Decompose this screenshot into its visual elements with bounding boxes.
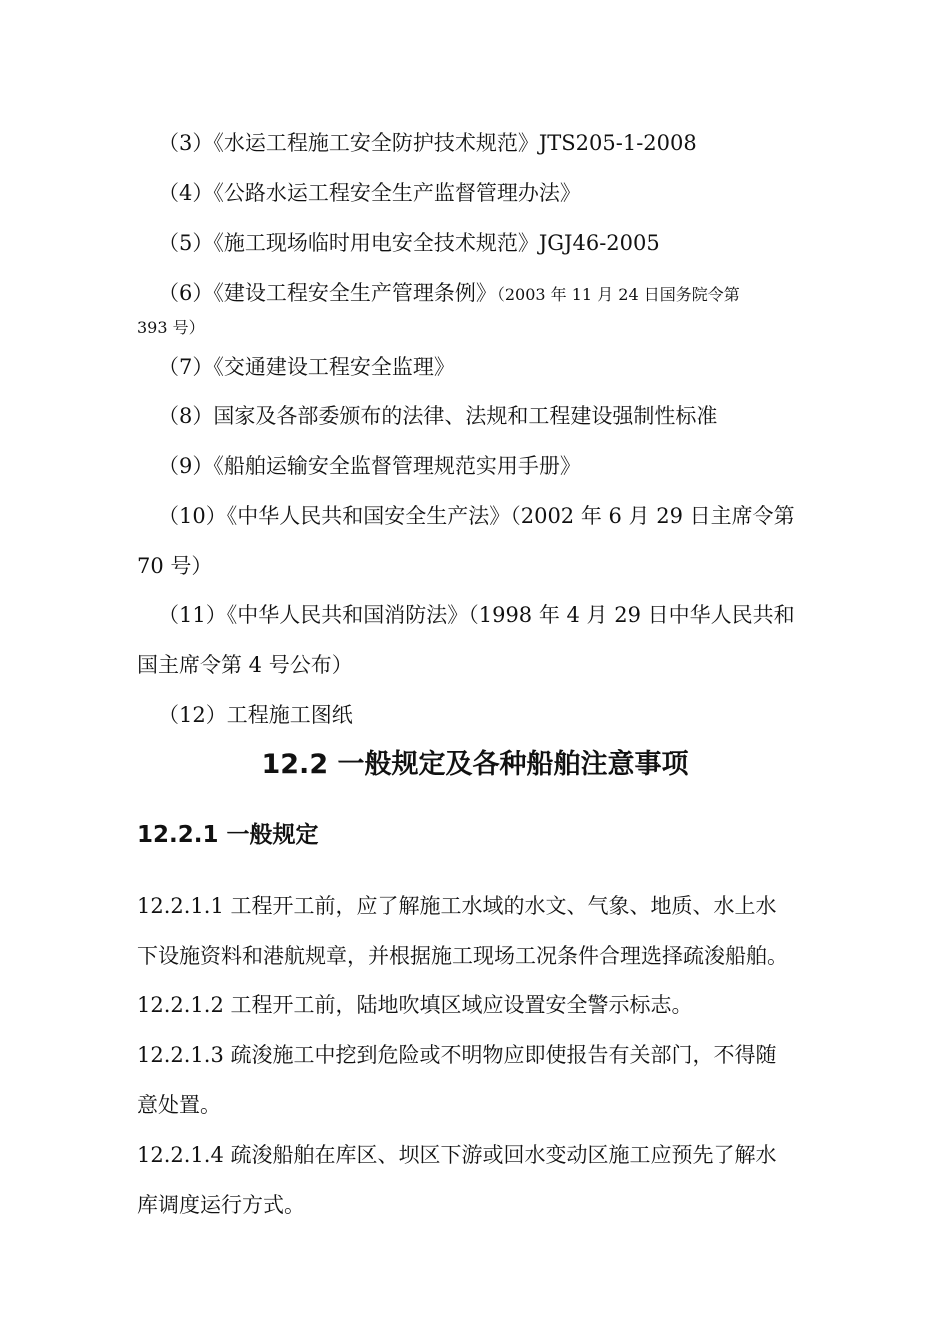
reference-item-continued: 70 号） xyxy=(137,554,213,578)
subsection-heading: 12.2.1 一般规定 xyxy=(137,822,319,848)
reference-item: （5）《施工现场临时用电安全技术规范》JGJ46-2005 xyxy=(158,231,660,255)
clause-text: 意处置。 xyxy=(137,1093,221,1117)
clause-text: 库调度运行方式。 xyxy=(137,1193,305,1217)
reference-title: （6）《建设工程安全生产管理条例》 xyxy=(158,281,497,305)
reference-item: （10）《中华人民共和国安全生产法》（2002 年 6 月 29 日主席令第 xyxy=(158,504,795,528)
reference-item: （11）《中华人民共和国消防法》（1998 年 4 月 29 日中华人民共和 xyxy=(158,603,795,627)
clause-text: 12.2.1.3 疏浚施工中挖到危险或不明物应即使报告有关部门，不得随 xyxy=(137,1043,777,1067)
reference-note: （2003 年 11 月 24 日国务院令第 xyxy=(496,285,740,304)
section-heading: 12.2 一般规定及各种船舶注意事项 xyxy=(261,749,689,780)
reference-item: （8）国家及各部委颁布的法律、法规和工程建设强制性标准 xyxy=(158,404,718,428)
reference-item: （3）《水运工程施工安全防护技术规范》JTS205-1-2008 xyxy=(158,131,697,155)
clause-text: 12.2.1.2 工程开工前，陆地吹填区域应设置安全警示标志。 xyxy=(137,993,693,1017)
reference-item-continued: 国主席令第 4 号公布） xyxy=(137,653,353,677)
clause-text: 下设施资料和港航规章，并根据施工现场工况条件合理选择疏浚船舶。 xyxy=(137,944,788,968)
clause-text: 12.2.1.1 工程开工前，应了解施工水域的水文、气象、地质、水上水 xyxy=(137,894,777,918)
reference-item-continued: 393 号） xyxy=(137,318,205,337)
reference-item: （7）《交通建设工程安全监理》 xyxy=(158,355,455,379)
clause-text: 12.2.1.4 疏浚船舶在库区、坝区下游或回水变动区施工应预先了解水 xyxy=(137,1143,777,1167)
reference-item xyxy=(158,278,813,310)
reference-item: （9）《船舶运输安全监督管理规范实用手册》 xyxy=(158,454,581,478)
reference-item: （12）工程施工图纸 xyxy=(158,703,353,727)
reference-item: （4）《公路水运工程安全生产监督管理办法》 xyxy=(158,181,581,205)
